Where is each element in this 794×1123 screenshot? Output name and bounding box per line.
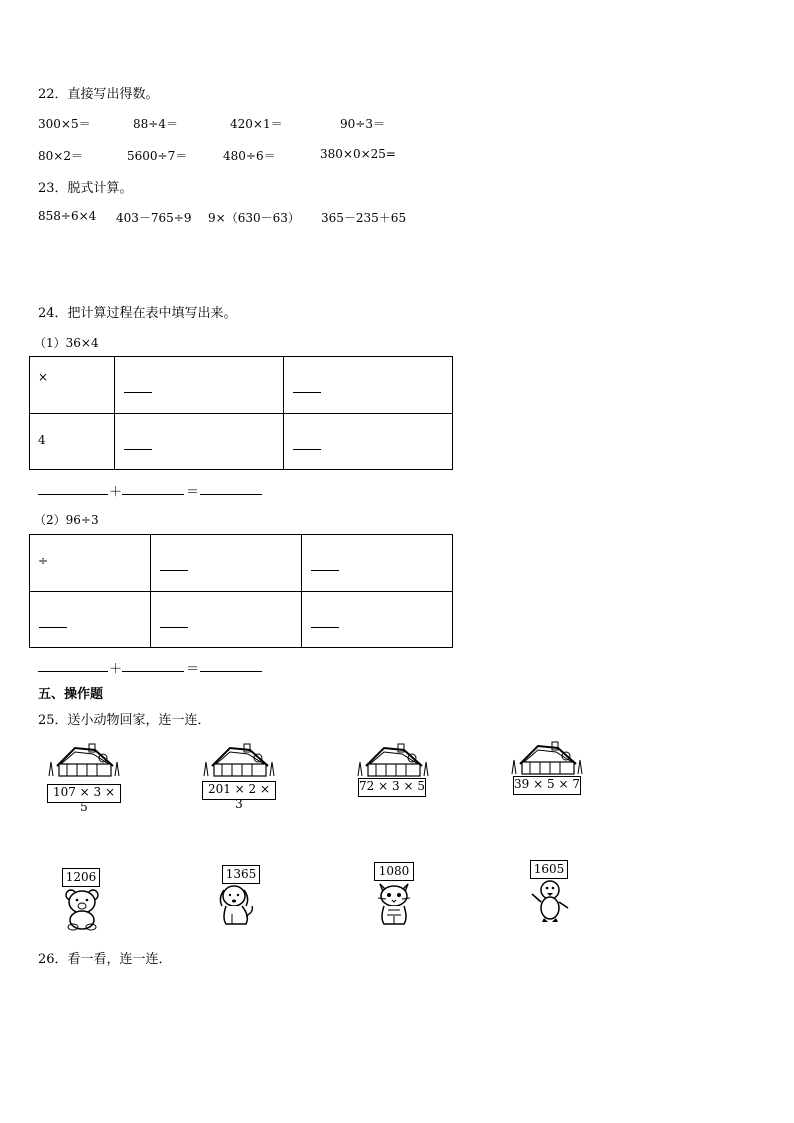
penguin-icon[interactable] bbox=[528, 878, 572, 924]
divide-sign: ÷ bbox=[38, 554, 49, 568]
house-icon bbox=[508, 740, 588, 776]
bear-icon[interactable] bbox=[60, 887, 104, 931]
sum-blank[interactable] bbox=[38, 671, 108, 672]
house-icon bbox=[200, 742, 280, 778]
table-cell[interactable] bbox=[115, 414, 284, 470]
house-plate[interactable]: 201 × 2 × 3 bbox=[202, 781, 276, 800]
house-plate[interactable]: 72 × 3 × 5 bbox=[358, 778, 426, 797]
house-icon bbox=[354, 742, 434, 778]
table-cell bbox=[30, 357, 115, 414]
sum-blank[interactable] bbox=[122, 494, 184, 495]
cat-icon[interactable] bbox=[372, 880, 416, 926]
house-plate[interactable]: 107 × 3 × 5 bbox=[47, 784, 121, 803]
sum-blank[interactable] bbox=[200, 494, 262, 495]
q25-title: 25．送小动物回家，连一连． bbox=[38, 713, 211, 728]
table-cell[interactable] bbox=[302, 592, 453, 648]
q22-item: 5600÷7＝ bbox=[127, 149, 188, 163]
equals-sign: ＝ bbox=[186, 485, 200, 500]
q24-title: 24．把计算过程在表中填写出来。 bbox=[38, 306, 237, 321]
answer-blank bbox=[124, 391, 152, 393]
dog-icon[interactable] bbox=[212, 884, 258, 928]
q22-item: 480÷6＝ bbox=[223, 149, 276, 163]
answer-blank bbox=[293, 448, 321, 450]
multiply-sign: × bbox=[38, 370, 49, 384]
table-cell bbox=[30, 535, 151, 592]
table-cell[interactable] bbox=[30, 592, 151, 648]
equals-sign: ＝ bbox=[186, 662, 200, 677]
q22-item: 88÷4＝ bbox=[133, 117, 178, 131]
q23-item: 365－235＋65 bbox=[321, 211, 407, 225]
sum-blank[interactable] bbox=[38, 494, 108, 495]
q23-item: 858÷6×4 bbox=[38, 209, 97, 223]
table-cell[interactable] bbox=[284, 357, 453, 414]
animal-sign: 1206 bbox=[62, 868, 100, 887]
q24-part1-label: （1）36×4 bbox=[34, 336, 99, 350]
q22-item: 380×0×25= bbox=[320, 147, 396, 161]
answer-blank bbox=[124, 448, 152, 450]
q23-item: 403－765÷9 bbox=[116, 211, 192, 225]
answer-blank bbox=[160, 626, 188, 628]
animal-sign: 1605 bbox=[530, 860, 568, 879]
q22-item: 80×2＝ bbox=[38, 149, 83, 163]
q22-item: 300×5＝ bbox=[38, 117, 91, 131]
section-title: 五、操作题 bbox=[38, 687, 104, 702]
answer-blank bbox=[311, 626, 339, 628]
plus-sign: ＋ bbox=[109, 662, 123, 677]
q22-title: 22．直接写出得数。 bbox=[38, 87, 159, 102]
q22-item: 90÷3＝ bbox=[340, 117, 385, 131]
animal-sign: 1080 bbox=[374, 862, 414, 881]
table-cell[interactable] bbox=[302, 535, 453, 592]
table-cell bbox=[30, 414, 115, 470]
multiplier-value: 4 bbox=[38, 432, 46, 447]
q23-title: 23．脱式计算。 bbox=[38, 181, 133, 196]
animal-sign: 1365 bbox=[222, 865, 260, 884]
answer-blank bbox=[160, 569, 188, 571]
q23-item: 9×（630－63） bbox=[208, 211, 300, 225]
house-plate[interactable]: 39 × 5 × 7 bbox=[513, 776, 581, 795]
answer-blank bbox=[293, 391, 321, 393]
plus-sign: ＋ bbox=[109, 485, 123, 500]
q24-table-2 bbox=[29, 534, 453, 648]
house-icon bbox=[45, 742, 125, 778]
table-cell[interactable] bbox=[115, 357, 284, 414]
q26-title: 26．看一看，连一连． bbox=[38, 952, 172, 967]
table-cell[interactable] bbox=[284, 414, 453, 470]
table-cell[interactable] bbox=[151, 592, 302, 648]
q22-item: 420×1＝ bbox=[230, 117, 283, 131]
q24-table-1 bbox=[29, 356, 453, 470]
table-cell[interactable] bbox=[151, 535, 302, 592]
answer-blank bbox=[311, 569, 339, 571]
q24-part2-label: （2）96÷3 bbox=[34, 513, 99, 527]
sum-blank[interactable] bbox=[200, 671, 262, 672]
answer-blank bbox=[39, 626, 67, 628]
sum-blank[interactable] bbox=[122, 671, 184, 672]
